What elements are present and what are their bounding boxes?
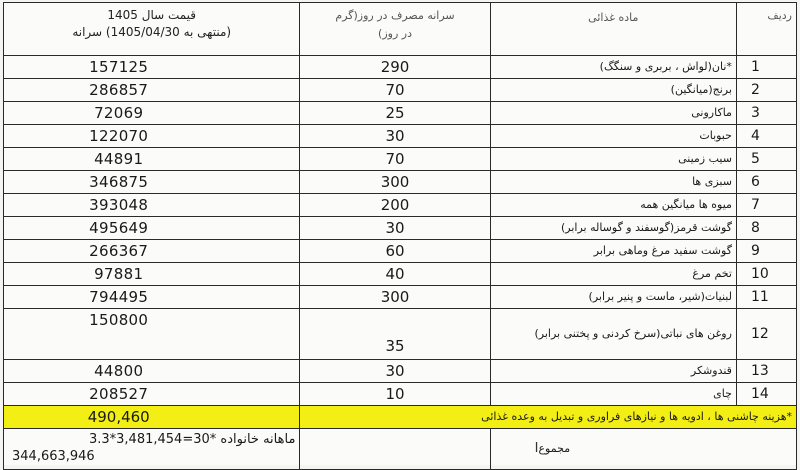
table-row [4, 240, 797, 263]
food-name-cell[interactable]: میوه ها میانگین همه [490, 194, 736, 217]
food-name-cell[interactable]: سبزی ها [490, 171, 736, 194]
row-index-cell[interactable]: 3 [736, 102, 796, 125]
summary-row [4, 429, 797, 470]
cost-cell[interactable]: 495649 [4, 217, 300, 240]
food-name-cell[interactable]: *نان(لواش ، بربری و سنگگ) [490, 56, 736, 79]
row-index-cell[interactable]: 10 [736, 263, 796, 286]
cost-cell[interactable]: 393048 [4, 194, 300, 217]
food-name-cell[interactable]: ماکارونی [490, 102, 736, 125]
daily-use-cell[interactable]: 290 [300, 56, 490, 79]
table-row [4, 171, 797, 194]
total-cost-cell[interactable]: 490,460 [4, 406, 300, 429]
food-name-cell[interactable]: گوشت سفید مرغ وماهی برابر [490, 240, 736, 263]
seasoning-note-cell[interactable]: *هزینه چاشنی ها ، ادویه ها و نیازهای فراوری و تبدیل به وعده غذائی [300, 406, 797, 429]
food-name-cell[interactable]: قندوشکر [490, 360, 736, 383]
row-index-cell[interactable]: 4 [736, 125, 796, 148]
monthly-formula: ماهانه خانواده *30=3,481,454*3.3 [88, 432, 296, 447]
header-index[interactable]: ردیف [736, 3, 796, 56]
food-name-cell[interactable]: گوشت قرمز(گوسفند و گوساله برابر) [490, 217, 736, 240]
row-index-cell[interactable]: 2 [736, 79, 796, 102]
cost-cell[interactable]: 72069 [4, 102, 300, 125]
cost-cell[interactable]: 157125 [4, 56, 300, 79]
food-name-cell[interactable]: چای [490, 383, 736, 406]
cost-cell[interactable]: 150800 [4, 309, 300, 360]
table-row [4, 148, 797, 171]
total-row [4, 406, 797, 429]
daily-use-cell[interactable]: 25 [300, 102, 490, 125]
food-name-cell[interactable]: برنج(میانگین) [490, 79, 736, 102]
header-food[interactable]: ماده غذائی [490, 3, 736, 56]
food-name-cell[interactable]: لبنیات(شیر، ماست و پنیر برابر) [490, 286, 736, 309]
daily-use-cell[interactable]: 60 [300, 240, 490, 263]
food-name-cell[interactable]: حبوبات [490, 125, 736, 148]
cost-cell[interactable]: 266367 [4, 240, 300, 263]
food-name-cell[interactable]: تخم مرغ [490, 263, 736, 286]
row-index-cell[interactable]: 7 [736, 194, 796, 217]
food-name-cell[interactable]: سیب زمینی [490, 148, 736, 171]
header-cost-line2: (منتهی به 1405/04/30) سرانه [72, 25, 232, 39]
daily-use-cell[interactable]: 70 [300, 79, 490, 102]
cost-cell[interactable]: 97881 [4, 263, 300, 286]
cost-cell[interactable]: 208527 [4, 383, 300, 406]
table-row [4, 56, 797, 79]
header-row [4, 3, 797, 56]
header-daily-use-line2: در روز) [378, 27, 412, 40]
daily-use-cell[interactable]: 200 [300, 194, 490, 217]
spreadsheet [3, 2, 797, 465]
daily-use-cell[interactable]: 300 [300, 286, 490, 309]
table-row [4, 263, 797, 286]
header-cost-line1: قیمت سال 1405 [107, 8, 197, 22]
sum-empty-cell[interactable] [300, 429, 490, 470]
monthly-family-cell[interactable] [4, 429, 300, 470]
row-index-cell[interactable]: 13 [736, 360, 796, 383]
cost-cell[interactable]: 122070 [4, 125, 300, 148]
header-cost[interactable] [4, 3, 300, 56]
row-index-cell[interactable]: 14 [736, 383, 796, 406]
row-index-cell[interactable]: 8 [736, 217, 796, 240]
text-cursor-icon: I [534, 441, 539, 456]
food-name-cell[interactable]: روغن های نباتی(سرخ کردنی و پختنی برابر) [490, 309, 736, 360]
food-cost-table [3, 2, 797, 470]
daily-use-cell[interactable]: 10 [300, 383, 490, 406]
row-index-cell[interactable]: 5 [736, 148, 796, 171]
table-row [4, 217, 797, 240]
table-row [4, 102, 797, 125]
header-daily-use[interactable] [300, 3, 490, 56]
table-row [4, 125, 797, 148]
daily-use-cell[interactable]: 35 [300, 309, 490, 360]
daily-use-cell[interactable]: 30 [300, 360, 490, 383]
sum-label: مجموع [538, 442, 571, 455]
cost-cell[interactable]: 346875 [4, 171, 300, 194]
table-row [4, 383, 797, 406]
sum-label-cell[interactable] [490, 429, 796, 470]
table-row [4, 360, 797, 383]
table-row [4, 309, 797, 360]
daily-use-cell[interactable]: 70 [300, 148, 490, 171]
cost-cell[interactable]: 794495 [4, 286, 300, 309]
daily-use-cell[interactable]: 30 [300, 217, 490, 240]
monthly-total: 344,663,946 [12, 449, 95, 464]
daily-use-cell[interactable]: 30 [300, 125, 490, 148]
row-index-cell[interactable]: 6 [736, 171, 796, 194]
cost-cell[interactable]: 44891 [4, 148, 300, 171]
row-index-cell[interactable]: 11 [736, 286, 796, 309]
table-row [4, 194, 797, 217]
row-index-cell[interactable]: 9 [736, 240, 796, 263]
cost-cell[interactable]: 44800 [4, 360, 300, 383]
row-index-cell[interactable]: 12 [736, 309, 796, 360]
table-row [4, 286, 797, 309]
cost-cell[interactable]: 286857 [4, 79, 300, 102]
daily-use-cell[interactable]: 40 [300, 263, 490, 286]
row-index-cell[interactable]: 1 [736, 56, 796, 79]
table-row [4, 79, 797, 102]
header-daily-use-line1: سرانه مصرف در روز(گرم [335, 9, 455, 22]
daily-use-cell[interactable]: 300 [300, 171, 490, 194]
